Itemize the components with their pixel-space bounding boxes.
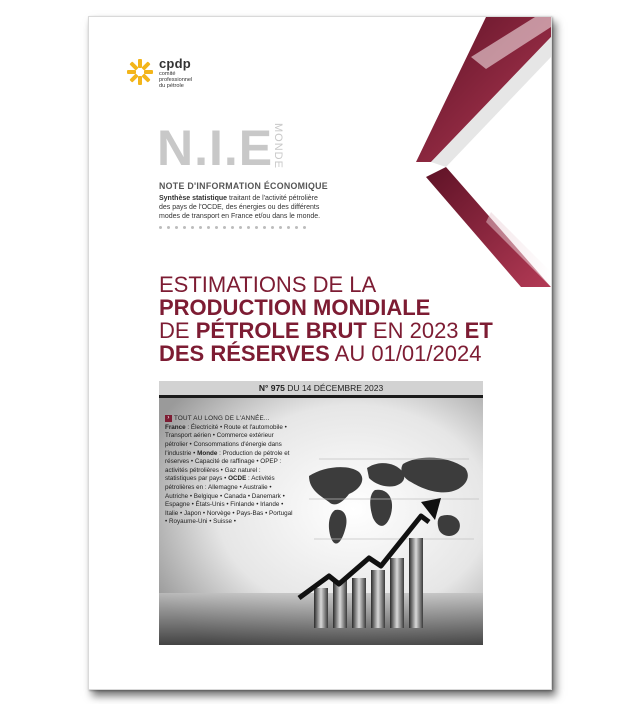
- document-cover: [88, 16, 552, 690]
- topics-list: › TOUT AU LONG DE L'ANNÉE... France : Électricité • Route et l'automobile • Transport aérien • Commerce extérieur pétrolier • Consommations d'énergie dans l'industrie • Monde : Production de pétrole et réserves • Capacité de raffinage • OPEP : activités pétrolières • Gaz naturel : statistiques par pays • OCDE : Activités pétrolières en : Allemagne • Australie • Autriche • Belgique • Canada • Danemark • Espagne • États-Unis • Finlande • Irlande • Italie • Japon • Norvège • Pays-Bas • Portugal • Royaume-Uni • Suisse •: [165, 415, 293, 526]
- logo-subtitle-1: comité: [159, 71, 176, 77]
- series-full-name: NOTE D'INFORMATION ÉCONOMIQUE: [159, 181, 328, 191]
- dot-divider: [159, 226, 306, 229]
- document-title: ESTIMATIONS DE LA PRODUCTION MONDIALE DE PÉTROLE BRUT EN 2023 ET DES RÉSERVES AU 01/01/2024: [159, 272, 493, 366]
- series-acronym: N.I.E: [157, 120, 274, 176]
- logo-name: cpdp: [159, 56, 191, 71]
- asterisk-logo-icon: [125, 57, 155, 87]
- series-description: Synthèse statistique traitant de l'activité pétrolière des pays de l'OCDE, des énergies ou des différents modes de transport en France et/ou dans le monde.: [159, 195, 321, 220]
- chevron-decoration: [391, 17, 551, 287]
- arrow-right-icon: ›: [165, 415, 172, 422]
- series-region: MONDE: [272, 123, 284, 169]
- cpdp-logo: [125, 57, 192, 90]
- logo-subtitle-2: professionnel: [159, 77, 193, 84]
- logo-subtitle-3: du pétrole: [159, 83, 184, 90]
- issue-number-bar: N° 975 DU 14 DÉCEMBRE 2023: [159, 381, 483, 398]
